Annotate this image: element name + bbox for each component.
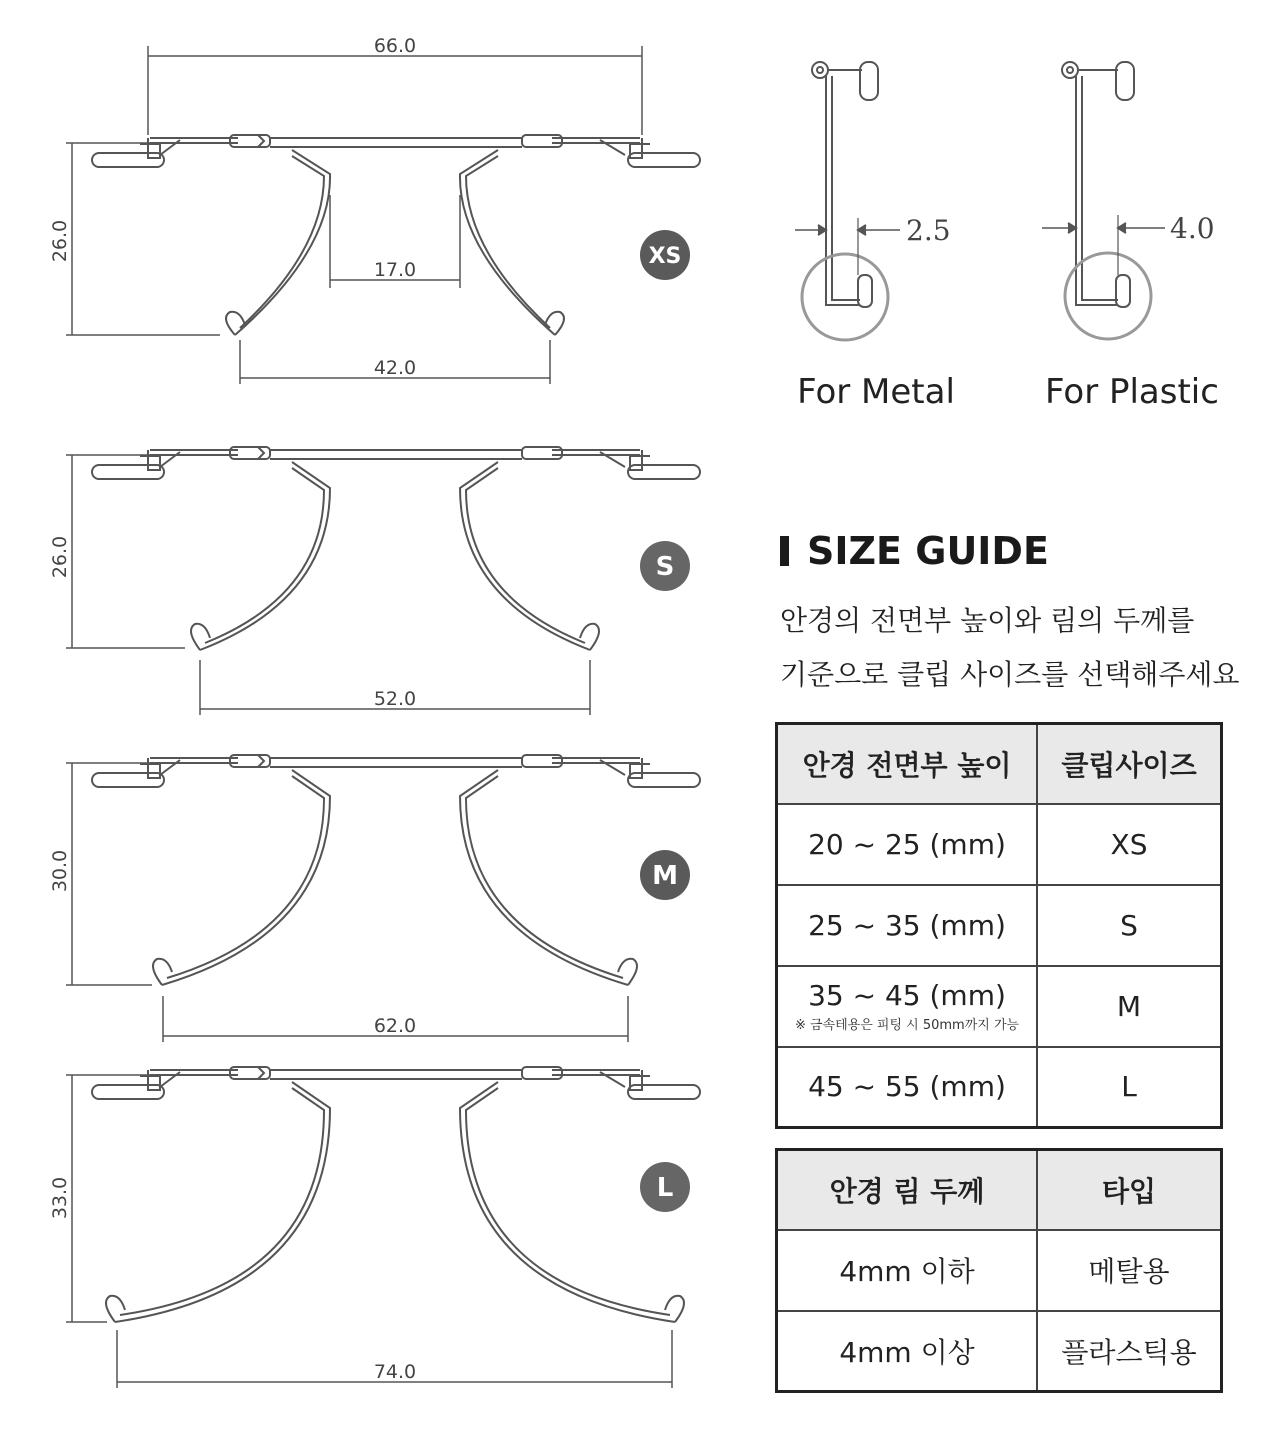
xs-arms [226,150,564,335]
xs-height: 26.0 [49,219,71,263]
hook-metal [795,62,900,340]
table-row [777,1047,1222,1128]
m-height: 30.0 [49,849,71,893]
diagram-m [49,755,700,1042]
hook-metal-caption: For Metal [797,372,955,412]
hook-plastic-caption: For Plastic [1045,372,1219,412]
clip-size-table [775,722,1223,1129]
l-badge-label: L [656,1173,674,1203]
s-height: 26.0 [49,535,71,579]
row-range: 35 ~ 45 (mm) [808,979,1006,1012]
row-size: S [1037,885,1222,966]
l-dimension-lines [66,1075,672,1388]
table-row [777,966,1222,1047]
header-type: 타입 [1037,1150,1222,1230]
l-arms [106,1082,684,1322]
description-line-2: 기준으로 클립 사이즈를 선택해주세요 [780,658,1240,691]
row-range-cell [777,966,1038,1047]
l-bottom-width: 74.0 [373,1361,417,1383]
table-row [777,1230,1222,1311]
hook-plastic [1042,62,1165,339]
description-line-1: 안경의 전면부 높이와 림의 두께를 [780,604,1195,637]
hook-metal-thickness: 2.5 [906,214,951,247]
size-guide-title-text: SIZE GUIDE [807,529,1049,573]
xs-inner-width: 17.0 [373,259,417,281]
title-bar-marker [780,536,789,566]
table-row [777,885,1222,966]
xs-top-width: 66.0 [373,35,417,57]
l-height: 33.0 [49,1176,71,1220]
size-guide-title [780,528,1240,574]
row-type: 메탈용 [1037,1230,1222,1311]
diagram-s [49,447,700,715]
size-guide [780,528,1240,702]
row-size: XS [1037,804,1222,885]
rim-type-table [775,1148,1223,1393]
row-size: M [1037,966,1222,1047]
row-range: 25 ~ 35 (mm) [777,885,1038,966]
hook-plastic-thickness: 4.0 [1170,212,1215,245]
s-bottom-width: 52.0 [373,688,417,710]
m-bottom-width: 62.0 [373,1015,417,1037]
m-arms [153,770,637,985]
table-header-row [777,1150,1222,1230]
row-note: ※ 금속테용은 피팅 시 50mm까지 가능 [794,1018,1020,1033]
header-rim-thickness: 안경 림 두께 [777,1150,1038,1230]
diagram-xs [49,35,700,384]
s-arms [191,462,599,650]
diagram-l [49,1067,700,1388]
xs-badge-label: XS [648,244,682,269]
m-dimension-lines [66,763,628,1042]
row-range: 45 ~ 55 (mm) [777,1047,1038,1128]
s-badge-label: S [655,552,675,582]
row-thickness: 4mm 이상 [777,1311,1038,1392]
m-badge-label: M [652,861,678,891]
header-front-height: 안경 전면부 높이 [777,724,1038,804]
table-row [777,1311,1222,1392]
table-row [777,804,1222,885]
row-thickness: 4mm 이하 [777,1230,1038,1311]
row-type: 플라스틱용 [1037,1311,1222,1392]
header-clip-size: 클립사이즈 [1037,724,1222,804]
s-dimension-lines [66,455,590,715]
table-header-row [777,724,1222,804]
xs-bottom-width: 42.0 [373,357,417,379]
size-guide-description [780,594,1240,702]
row-range: 20 ~ 25 (mm) [777,804,1038,885]
row-size: L [1037,1047,1222,1128]
